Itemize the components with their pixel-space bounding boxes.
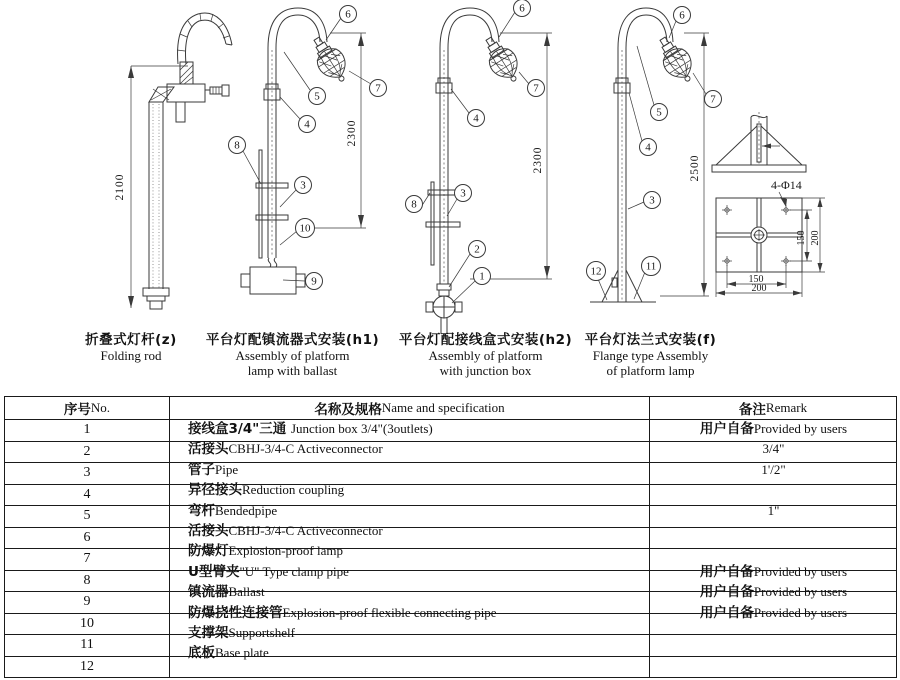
- row-remark-zh: 用户自备: [699, 564, 754, 580]
- caption-zh: 平台灯法兰式安装(f): [584, 332, 717, 348]
- caption-en: Assembly of platform: [428, 348, 543, 363]
- callout-4: [280, 97, 316, 133]
- row-name-en: Junction box 3/4"(3outlets): [290, 421, 433, 436]
- callout-label: 4: [473, 112, 479, 125]
- hook-curve: [177, 13, 232, 64]
- caption-en: Flange type Assembly: [592, 348, 709, 363]
- table-line: [4, 501, 897, 521]
- row-remark-en: Provided by users: [753, 584, 848, 599]
- callout-label: 3: [649, 194, 655, 207]
- table-line: [4, 603, 897, 623]
- row-name-zh: 活接头: [188, 523, 229, 539]
- header-remark: [650, 397, 896, 419]
- header-remark-zh: 备注: [738, 402, 766, 418]
- callout-7: [349, 71, 387, 97]
- row-name-en: CBHJ-3/4-C Activeconnector: [228, 523, 383, 538]
- table-line: [4, 439, 897, 459]
- pole: [436, 48, 452, 284]
- table-line: [4, 521, 897, 541]
- callout-label: 11: [645, 260, 657, 273]
- caption-zh: 折叠式灯杆(z): [85, 332, 177, 348]
- header-no-en: No.: [90, 400, 111, 415]
- row-name-zh: 异径接头: [188, 482, 242, 498]
- callout-6: [499, 0, 531, 37]
- callout-label: 3: [300, 179, 306, 192]
- caption-en: Folding rod: [100, 348, 162, 363]
- caption-en: Assembly of platform: [235, 348, 350, 363]
- table-line: [4, 623, 897, 643]
- row-name-en: Supportshelf: [228, 625, 295, 640]
- flange-hole-label: 4-Φ14: [771, 178, 802, 192]
- row-name-en: Reduction coupling: [242, 482, 345, 497]
- drawing-platform-lamp-junction-box: [406, 0, 553, 334]
- table-line: [4, 582, 897, 602]
- callout-label: 2: [474, 243, 480, 256]
- table-header-row: [5, 397, 896, 420]
- caption-zh: 平台灯配镇流器式安装(h1): [205, 332, 380, 348]
- callout-label: 8: [234, 139, 240, 152]
- dim-label: 2500: [689, 154, 701, 182]
- dim-label: 2300: [532, 146, 544, 174]
- row-remark-en: 3/4": [762, 441, 785, 456]
- bolt: [205, 85, 229, 96]
- callout-label: 6: [345, 8, 351, 21]
- callout-label: 6: [679, 9, 685, 22]
- callout-6: [326, 6, 357, 41]
- row-name-en: Explosion-proof lamp: [228, 543, 343, 558]
- callout-3: [447, 185, 472, 217]
- row-no: 6: [5, 528, 170, 549]
- row-no: 9: [5, 592, 170, 613]
- row-name-zh: 防爆挠性连接管: [188, 605, 283, 621]
- callout-label: 3: [460, 187, 466, 200]
- row-name-zh: U型臂夹: [188, 564, 240, 580]
- callout-label: 5: [314, 90, 320, 103]
- callout-label: 6: [519, 2, 525, 15]
- callout-8: [406, 193, 431, 213]
- row-no: 10: [5, 614, 170, 635]
- callout-4: [451, 89, 485, 127]
- callout-label: 12: [590, 265, 602, 278]
- row-no: 2: [5, 442, 170, 463]
- row-name-zh: 活接头: [188, 441, 229, 457]
- callout-label: 9: [311, 275, 317, 288]
- row-no: 12: [5, 657, 170, 679]
- table-line: [4, 460, 897, 480]
- row-name-zh: 弯杆: [188, 503, 215, 519]
- flexible-tube: [268, 258, 277, 267]
- row-name-en: CBHJ-3/4-C Activeconnector: [228, 441, 383, 456]
- callout-label: 7: [710, 93, 716, 106]
- row-name-zh: 镇流器: [188, 584, 229, 600]
- callout-10: [280, 219, 315, 246]
- callout-4: [629, 93, 657, 156]
- row-name-en: Explosion-proof flexible connecting pipe: [282, 605, 497, 620]
- dim-label: 2300: [346, 119, 358, 147]
- header-name-en: Name and specification: [381, 400, 505, 415]
- caption-en: with junction box: [439, 363, 532, 378]
- callout-label: 5: [656, 106, 662, 119]
- hole-spec-label: [771, 178, 802, 207]
- flange-plan-view: [716, 178, 825, 297]
- gooseneck-outer: [268, 8, 327, 48]
- row-name-zh: 管子: [188, 462, 215, 478]
- drawing-platform-lamp-flange: [587, 7, 826, 303]
- row-name-en: "U" Type clamp pipe: [239, 564, 349, 579]
- row-no: 5: [5, 506, 170, 527]
- row-remark-en: Provided by users: [753, 605, 848, 620]
- row-remark-zh: 用户自备: [699, 605, 754, 621]
- row-no: 3: [5, 463, 170, 484]
- row-remark-zh: 用户自备: [699, 421, 754, 437]
- row-remark-zh: 用户自备: [699, 584, 754, 600]
- vertical-dims: [790, 198, 825, 272]
- row-no: 4: [5, 485, 170, 506]
- clamp-assembly: [167, 62, 229, 122]
- caption-en: lamp with ballast: [247, 363, 338, 378]
- header-name-zh: 名称及规格: [314, 402, 382, 418]
- drawing-folding-rod: [114, 13, 232, 309]
- callout-label: 1: [479, 270, 485, 283]
- pole: [612, 48, 630, 302]
- gooseneck-inner: [448, 15, 492, 48]
- gooseneck-outer: [440, 8, 499, 48]
- header-no-zh: 序号: [63, 402, 91, 418]
- row-name-en: Pipe: [215, 462, 239, 477]
- dimension-2500: [660, 33, 709, 296]
- row-name-zh: 支撑架: [188, 625, 229, 641]
- table-line: [4, 541, 897, 561]
- row-name-zh: 接线盒3/4"三通: [188, 421, 291, 437]
- callout-label: 4: [304, 118, 310, 131]
- flange-dim-150h: 150: [748, 274, 764, 285]
- elbow-joint: [149, 87, 174, 102]
- callout-7: [519, 72, 545, 97]
- row-remark-en: 1": [767, 503, 780, 518]
- row-no: 11: [5, 635, 170, 656]
- table-line: [4, 419, 897, 439]
- flange-dim-200h: 200: [751, 283, 767, 294]
- row-name-en: Bendedpipe: [215, 503, 278, 518]
- callout-label: 10: [299, 222, 311, 235]
- row-name-en: Ballast: [228, 584, 265, 599]
- pole: [143, 102, 169, 309]
- caption-ballast-assembly: [190, 333, 395, 378]
- row-name-en: Base plate: [215, 645, 269, 660]
- callout-5: [637, 46, 668, 121]
- row-no: 8: [5, 571, 170, 592]
- row-no: 7: [5, 549, 170, 570]
- row-no: 1: [5, 420, 170, 441]
- row-name-zh: 底板: [188, 645, 215, 661]
- gooseneck-inner: [276, 15, 320, 48]
- junction-box: [426, 284, 462, 334]
- callout-label: 7: [533, 82, 539, 95]
- caption-en: of platform lamp: [606, 363, 695, 378]
- row-remark-en: 1'/2": [761, 462, 786, 477]
- table-text-overlay: [4, 420, 897, 678]
- row-remark-en: Provided by users: [753, 564, 848, 579]
- header-name: [170, 397, 650, 419]
- pole: [264, 48, 280, 258]
- flange-dim-150v: 150: [796, 230, 807, 246]
- table-line: [4, 643, 897, 663]
- dim-label: 2100: [114, 173, 126, 201]
- drawing-platform-lamp-ballast: [229, 6, 387, 295]
- caption-zh: 平台灯配接线盒式安装(h2): [398, 332, 573, 348]
- header-no: [5, 397, 170, 419]
- header-remark-en: Remark: [765, 400, 808, 415]
- callout-11: [634, 257, 661, 300]
- callout-label: 8: [411, 198, 417, 211]
- horizontal-dims: [716, 265, 802, 297]
- table-line: [4, 480, 897, 500]
- flange-elevation-view: [712, 112, 806, 172]
- callout-8: [229, 137, 262, 185]
- row-name-zh: 防爆灯: [188, 543, 229, 559]
- callout-3: [628, 192, 661, 210]
- callout-3: [280, 177, 312, 208]
- flange-dim-200v: 200: [810, 230, 821, 246]
- table-line: [4, 562, 897, 582]
- callout-7: [693, 73, 722, 108]
- row-remark-en: Provided by users: [753, 421, 848, 436]
- callout-label: 7: [375, 82, 381, 95]
- gooseneck-inner: [626, 15, 667, 48]
- callout-label: 4: [645, 141, 651, 154]
- callout-12: [587, 262, 608, 301]
- caption-flange-assembly: [548, 333, 753, 378]
